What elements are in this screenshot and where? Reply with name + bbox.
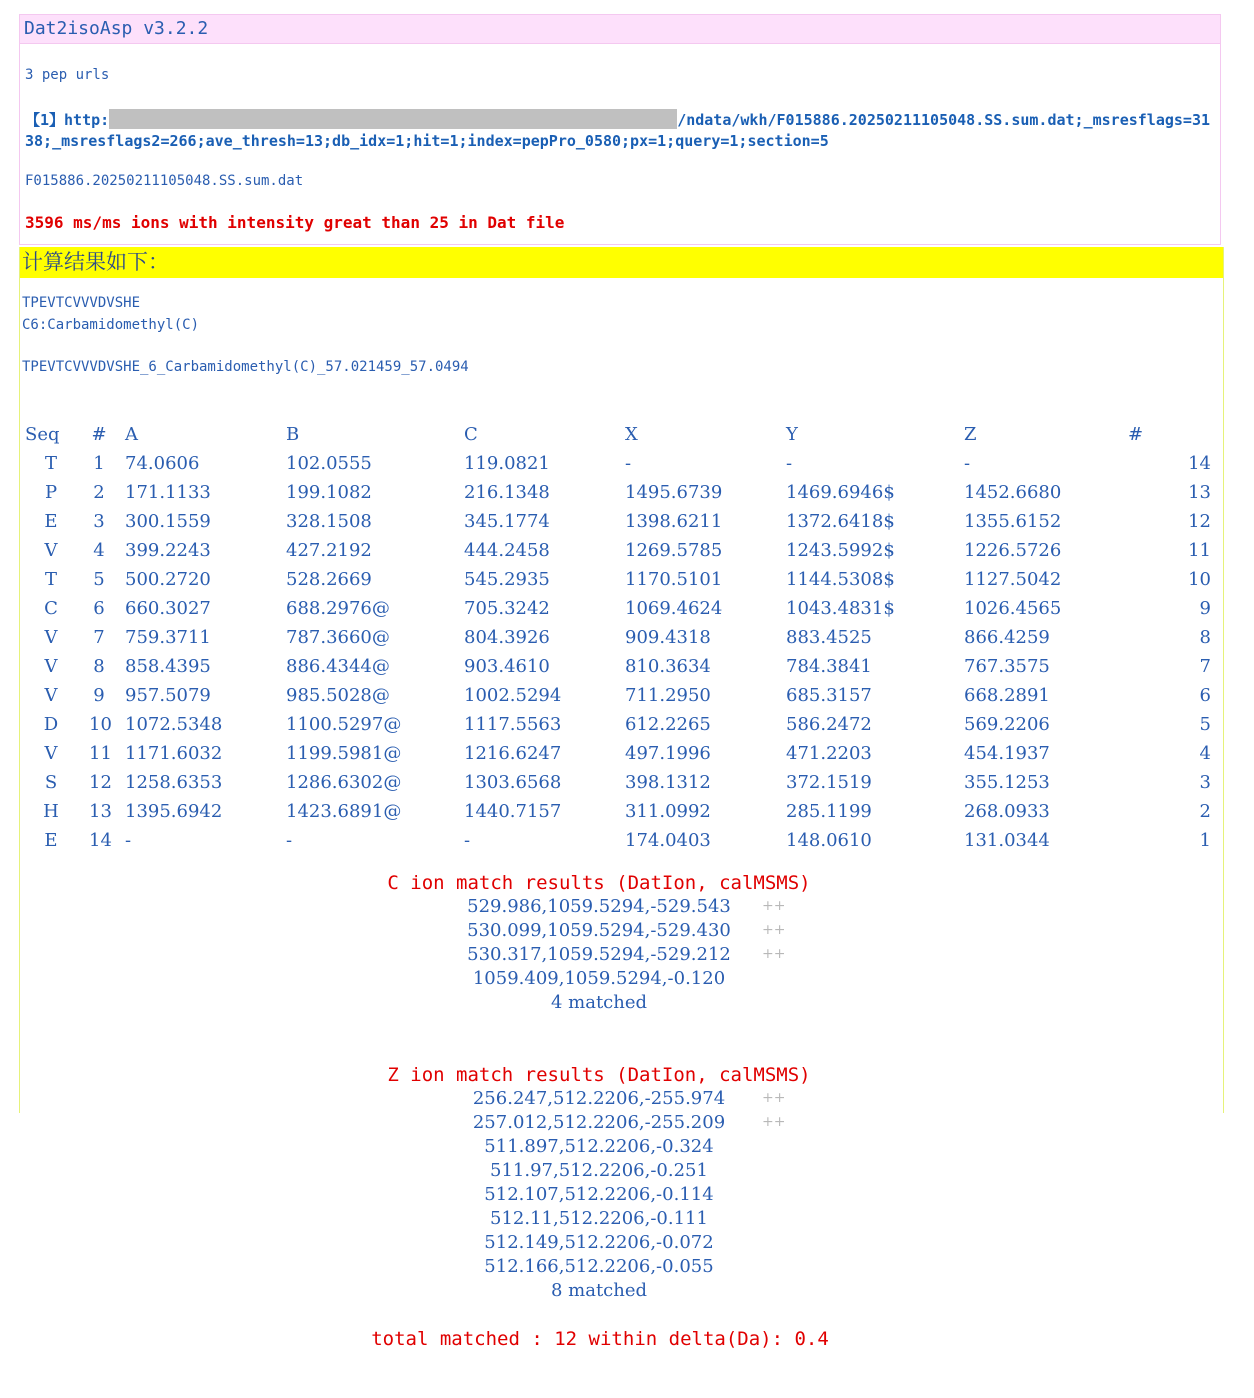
cell-rev-pos: 14 bbox=[1188, 453, 1211, 474]
cell-z-ion: 1355.6152 bbox=[964, 511, 1062, 532]
cell-y-ion: 883.4525 bbox=[786, 627, 872, 648]
cell-x-ion: - bbox=[625, 453, 632, 474]
table-row bbox=[25, 453, 1225, 482]
cell-b-ion: 102.0555 bbox=[286, 453, 372, 474]
match-line bbox=[0, 1184, 1198, 1205]
table-row bbox=[25, 714, 1225, 743]
cell-pos: 12 bbox=[89, 772, 112, 793]
cell-c-ion: 804.3926 bbox=[464, 627, 550, 648]
cell-seq: H bbox=[43, 801, 59, 822]
result-header: 计算结果如下： bbox=[20, 247, 1223, 278]
cell-y-ion: 586.2472 bbox=[786, 714, 872, 735]
charge-state: ++ bbox=[762, 1090, 786, 1106]
cell-rev-pos: 4 bbox=[1199, 743, 1211, 764]
cell-x-ion: 311.0992 bbox=[625, 801, 711, 822]
cell-rev-pos: 9 bbox=[1199, 598, 1211, 619]
cell-c-ion: 545.2935 bbox=[464, 569, 550, 590]
match-values: 512.149,512.2206,-0.072 bbox=[484, 1232, 714, 1253]
ion-count-message: 3596 ms/ms ions with intensity great than 25 in Dat file bbox=[25, 213, 565, 232]
cell-seq: T bbox=[44, 569, 57, 590]
match-line bbox=[0, 1256, 1198, 1277]
match-line bbox=[0, 1208, 1198, 1229]
cell-x-ion: 398.1312 bbox=[625, 772, 711, 793]
cell-z-ion: 668.2891 bbox=[964, 685, 1050, 706]
cell-b-ion: 886.4344@ bbox=[286, 656, 390, 677]
cell-y-ion: 372.1519 bbox=[786, 772, 872, 793]
cell-x-ion: 711.2950 bbox=[625, 685, 711, 706]
cell-pos: 9 bbox=[93, 685, 105, 706]
url-suffix: /ndata/wkh/F015886.20250211105048.SS.sum.dat;_msresflags=3138;_msresflags2=266;ave_thresh=13;db_idx=1;hit=1;index=pepPro_0580;px=1;query=1;section=5 bbox=[25, 111, 1211, 150]
pep-url-count: 3 pep urls bbox=[25, 67, 110, 83]
cell-y-ion: - bbox=[786, 453, 793, 474]
header-x-ion: X bbox=[625, 424, 638, 445]
cell-seq: E bbox=[44, 511, 58, 532]
cell-z-ion: 569.2206 bbox=[964, 714, 1050, 735]
cell-y-ion: 1043.4831$ bbox=[786, 598, 895, 619]
cell-seq: V bbox=[44, 743, 58, 764]
cell-c-ion: 1303.6568 bbox=[464, 772, 562, 793]
header-a-ion: A bbox=[125, 424, 138, 445]
match-line bbox=[0, 896, 1198, 917]
cell-c-ion: 119.0821 bbox=[464, 453, 550, 474]
cell-a-ion: - bbox=[125, 830, 132, 851]
cell-seq: S bbox=[44, 772, 58, 793]
cell-z-ion: - bbox=[964, 453, 971, 474]
cell-a-ion: 74.0606 bbox=[125, 453, 200, 474]
cell-pos: 14 bbox=[89, 830, 112, 851]
cell-seq: V bbox=[44, 540, 58, 561]
cell-b-ion: 1423.6891@ bbox=[286, 801, 402, 822]
cell-b-ion: 199.1082 bbox=[286, 482, 372, 503]
table-row bbox=[25, 801, 1225, 830]
cell-b-ion: 1100.5297@ bbox=[286, 714, 402, 735]
cell-rev-pos: 7 bbox=[1199, 656, 1211, 677]
cell-a-ion: 1395.6942 bbox=[125, 801, 223, 822]
redacted-host bbox=[109, 109, 677, 129]
match-values: 256.247,512.2206,-255.974 bbox=[472, 1088, 726, 1109]
cell-c-ion: 1002.5294 bbox=[464, 685, 562, 706]
match-values: 512.11,512.2206,-0.111 bbox=[490, 1208, 708, 1229]
cell-c-ion: 903.4610 bbox=[464, 656, 550, 677]
table-row bbox=[25, 685, 1225, 714]
cell-pos: 1 bbox=[93, 453, 105, 474]
matched-count: 4 matched bbox=[550, 992, 648, 1013]
cell-b-ion: 528.2669 bbox=[286, 569, 372, 590]
cell-y-ion: 1372.6418$ bbox=[786, 511, 895, 532]
cell-y-ion: 148.0610 bbox=[786, 830, 872, 851]
cell-c-ion: 1216.6247 bbox=[464, 743, 562, 764]
cell-y-ion: 471.2203 bbox=[786, 743, 872, 764]
cell-x-ion: 1398.6211 bbox=[625, 511, 723, 532]
match-line bbox=[0, 920, 1198, 941]
cell-pos: 13 bbox=[89, 801, 112, 822]
cell-x-ion: 1269.5785 bbox=[625, 540, 723, 561]
cell-c-ion: 1117.5563 bbox=[464, 714, 562, 735]
cell-pos: 6 bbox=[93, 598, 105, 619]
match-line bbox=[0, 1112, 1198, 1133]
cell-c-ion: 444.2458 bbox=[464, 540, 550, 561]
cell-y-ion: 784.3841 bbox=[786, 656, 872, 677]
cell-seq: D bbox=[43, 714, 59, 735]
cell-a-ion: 300.1559 bbox=[125, 511, 211, 532]
cell-seq: T bbox=[44, 453, 57, 474]
cell-a-ion: 858.4395 bbox=[125, 656, 211, 677]
cell-b-ion: 688.2976@ bbox=[286, 598, 390, 619]
match-values: 1059.409,1059.5294,-0.120 bbox=[472, 968, 726, 989]
header-rev-pos: # bbox=[1128, 424, 1144, 445]
match-line bbox=[0, 1232, 1198, 1253]
cell-y-ion: 685.3157 bbox=[786, 685, 872, 706]
cell-pos: 4 bbox=[93, 540, 105, 561]
table-row bbox=[25, 598, 1225, 627]
cell-z-ion: 268.0933 bbox=[964, 801, 1050, 822]
header-z-ion: Z bbox=[964, 424, 977, 445]
cell-z-ion: 1226.5726 bbox=[964, 540, 1062, 561]
cell-pos: 5 bbox=[93, 569, 105, 590]
cell-y-ion: 1144.5308$ bbox=[786, 569, 895, 590]
cell-rev-pos: 12 bbox=[1188, 511, 1211, 532]
cell-z-ion: 767.3575 bbox=[964, 656, 1050, 677]
cell-b-ion: 1199.5981@ bbox=[286, 743, 402, 764]
cell-b-ion: 787.3660@ bbox=[286, 627, 390, 648]
cell-x-ion: 174.0403 bbox=[625, 830, 711, 851]
cell-pos: 10 bbox=[89, 714, 112, 735]
match-line bbox=[0, 1088, 1198, 1109]
cell-pos: 8 bbox=[93, 656, 105, 677]
cell-a-ion: 1258.6353 bbox=[125, 772, 223, 793]
cell-x-ion: 1170.5101 bbox=[625, 569, 723, 590]
header-y-ion: Y bbox=[786, 424, 798, 445]
cell-rev-pos: 3 bbox=[1199, 772, 1211, 793]
cell-a-ion: 660.3027 bbox=[125, 598, 211, 619]
cell-c-ion: 1440.7157 bbox=[464, 801, 562, 822]
match-values: 529.986,1059.5294,-529.543 bbox=[467, 896, 731, 917]
match-line bbox=[0, 1136, 1198, 1157]
cell-seq: P bbox=[44, 482, 58, 503]
cell-a-ion: 759.3711 bbox=[125, 627, 211, 648]
match-values: 530.317,1059.5294,-529.212 bbox=[467, 944, 731, 965]
cell-rev-pos: 8 bbox=[1199, 627, 1211, 648]
cell-z-ion: 454.1937 bbox=[964, 743, 1050, 764]
table-row bbox=[25, 656, 1225, 685]
url-prefix: 【1】http: bbox=[25, 111, 110, 129]
table-row bbox=[25, 569, 1225, 598]
table-row bbox=[25, 743, 1225, 772]
match-values: 511.97,512.2206,-0.251 bbox=[490, 1160, 708, 1181]
total-matched: total matched : 12 within delta(Da): 0.4 bbox=[371, 1328, 829, 1350]
cell-c-ion: 705.3242 bbox=[464, 598, 550, 619]
cell-seq: E bbox=[44, 830, 58, 851]
cell-a-ion: 957.5079 bbox=[125, 685, 211, 706]
cell-c-ion: - bbox=[464, 830, 471, 851]
charge-state: ++ bbox=[762, 1114, 786, 1130]
cell-rev-pos: 1 bbox=[1199, 830, 1211, 851]
match-values: 257.012,512.2206,-255.209 bbox=[472, 1112, 726, 1133]
table-row bbox=[25, 482, 1225, 511]
table-row bbox=[25, 772, 1225, 801]
matched-count: 8 matched bbox=[550, 1280, 648, 1301]
table-row bbox=[25, 511, 1225, 540]
cell-pos: 7 bbox=[93, 627, 105, 648]
match-values: 530.099,1059.5294,-529.430 bbox=[467, 920, 731, 941]
header-pos: # bbox=[91, 424, 107, 445]
cell-z-ion: 131.0344 bbox=[964, 830, 1050, 851]
cell-c-ion: 216.1348 bbox=[464, 482, 550, 503]
table-row bbox=[25, 830, 1225, 859]
cell-seq: C bbox=[44, 598, 58, 619]
charge-state: ++ bbox=[762, 946, 786, 962]
peptide-identifier: TPEVTCVVVDVSHE_6_Carbamidomethyl(C)_57.021459_57.0494 bbox=[22, 359, 469, 375]
header-b-ion: B bbox=[286, 424, 300, 445]
table-header-row bbox=[25, 424, 1225, 453]
cell-z-ion: 866.4259 bbox=[964, 627, 1050, 648]
header-seq: Seq bbox=[25, 424, 60, 445]
cell-rev-pos: 10 bbox=[1188, 569, 1211, 590]
cell-rev-pos: 13 bbox=[1188, 482, 1211, 503]
match-values: 512.107,512.2206,-0.114 bbox=[484, 1184, 714, 1205]
charge-state: ++ bbox=[762, 898, 786, 914]
match-values: 511.897,512.2206,-0.324 bbox=[484, 1136, 714, 1157]
cell-y-ion: 285.1199 bbox=[786, 801, 872, 822]
cell-seq: V bbox=[44, 656, 58, 677]
cell-rev-pos: 6 bbox=[1199, 685, 1211, 706]
cell-rev-pos: 2 bbox=[1199, 801, 1211, 822]
match-title: C ion match results (DatIon, calMSMS) bbox=[387, 872, 811, 894]
cell-c-ion: 345.1774 bbox=[464, 511, 550, 532]
cell-z-ion: 1026.4565 bbox=[964, 598, 1062, 619]
cell-x-ion: 810.3634 bbox=[625, 656, 711, 677]
cell-z-ion: 355.1253 bbox=[964, 772, 1050, 793]
header-c-ion: C bbox=[464, 424, 478, 445]
cell-y-ion: 1469.6946$ bbox=[786, 482, 895, 503]
cell-pos: 11 bbox=[89, 743, 112, 764]
cell-rev-pos: 11 bbox=[1188, 540, 1211, 561]
cell-b-ion: 985.5028@ bbox=[286, 685, 390, 706]
cell-b-ion: 427.2192 bbox=[286, 540, 372, 561]
cell-pos: 3 bbox=[93, 511, 105, 532]
cell-a-ion: 171.1133 bbox=[125, 482, 211, 503]
match-title: Z ion match results (DatIon, calMSMS) bbox=[387, 1064, 811, 1086]
match-line bbox=[0, 944, 1198, 965]
app-title: Dat2isoAsp v3.2.2 bbox=[20, 15, 1220, 44]
charge-state: ++ bbox=[762, 922, 786, 938]
cell-seq: V bbox=[44, 685, 58, 706]
cell-pos: 2 bbox=[93, 482, 105, 503]
info-panel bbox=[19, 14, 1221, 245]
cell-x-ion: 1495.6739 bbox=[625, 482, 723, 503]
cell-a-ion: 1171.6032 bbox=[125, 743, 223, 764]
pep-url-link[interactable] bbox=[25, 109, 1215, 152]
match-values: 512.166,512.2206,-0.055 bbox=[484, 1256, 714, 1277]
cell-z-ion: 1452.6680 bbox=[964, 482, 1062, 503]
cell-rev-pos: 5 bbox=[1199, 714, 1211, 735]
modification: C6:Carbamidomethyl(C) bbox=[22, 317, 200, 333]
dat-file-name: F015886.20250211105048.SS.sum.dat bbox=[25, 173, 304, 189]
table-row bbox=[25, 627, 1225, 656]
match-line bbox=[0, 968, 1198, 989]
cell-a-ion: 500.2720 bbox=[125, 569, 211, 590]
cell-x-ion: 497.1996 bbox=[625, 743, 711, 764]
cell-z-ion: 1127.5042 bbox=[964, 569, 1062, 590]
cell-x-ion: 909.4318 bbox=[625, 627, 711, 648]
cell-x-ion: 1069.4624 bbox=[625, 598, 723, 619]
cell-seq: V bbox=[44, 627, 58, 648]
cell-b-ion: 1286.6302@ bbox=[286, 772, 402, 793]
cell-a-ion: 399.2243 bbox=[125, 540, 211, 561]
table-row bbox=[25, 540, 1225, 569]
peptide-sequence: TPEVTCVVVDVSHE bbox=[22, 295, 141, 311]
cell-y-ion: 1243.5992$ bbox=[786, 540, 895, 561]
cell-a-ion: 1072.5348 bbox=[125, 714, 223, 735]
cell-x-ion: 612.2265 bbox=[625, 714, 711, 735]
cell-b-ion: - bbox=[286, 830, 293, 851]
cell-b-ion: 328.1508 bbox=[286, 511, 372, 532]
match-line bbox=[0, 1160, 1198, 1181]
